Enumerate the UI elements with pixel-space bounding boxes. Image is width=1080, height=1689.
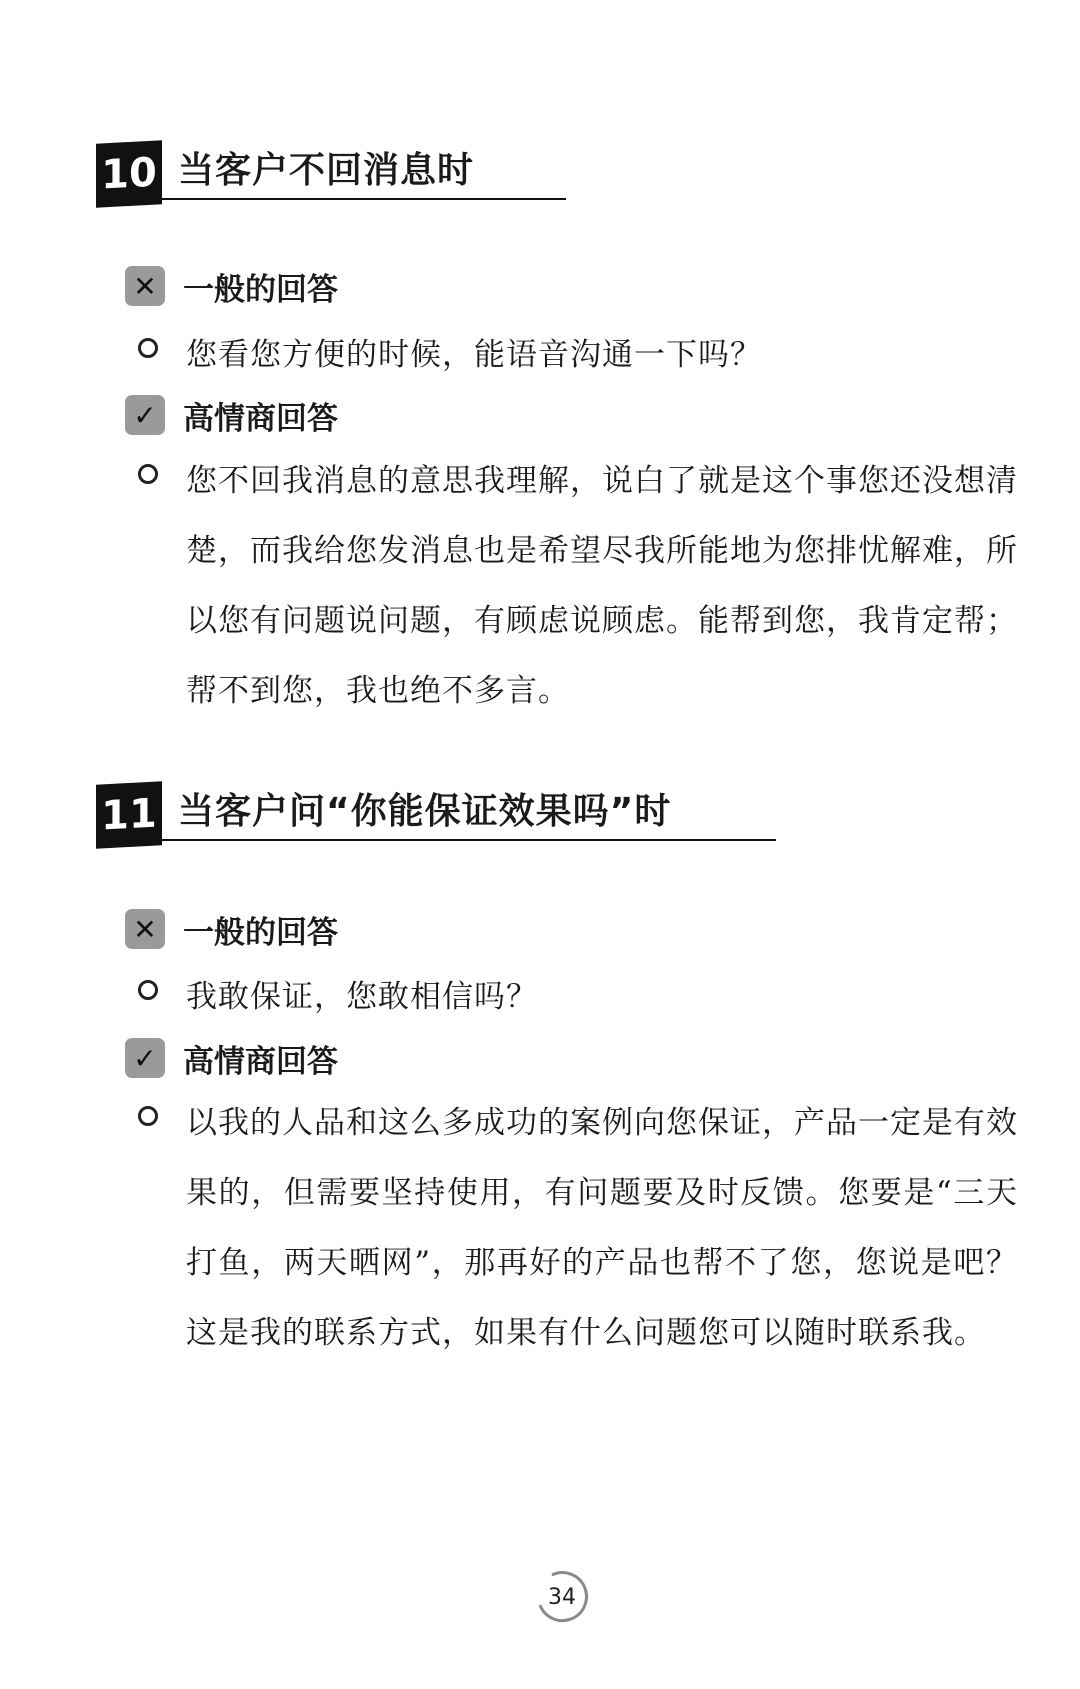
eq-answer-label: 高情商回答 bbox=[183, 1043, 338, 1080]
title-underline bbox=[156, 198, 566, 200]
general-answer-item bbox=[138, 962, 1018, 1032]
section-number-box: 10 bbox=[96, 140, 162, 207]
bullet-icon bbox=[138, 464, 158, 484]
cross-icon: ✕ bbox=[125, 909, 165, 949]
check-icon: ✓ bbox=[125, 1038, 165, 1078]
section-number-box: 11 bbox=[96, 781, 162, 848]
general-answer-text: 我敢保证，您敢相信吗？ bbox=[186, 979, 538, 1015]
general-answer-label: 一般的回答 bbox=[183, 271, 338, 308]
eq-answer-label: 高情商回答 bbox=[183, 400, 338, 437]
bullet-icon bbox=[138, 980, 158, 1000]
title-underline bbox=[156, 839, 776, 841]
section-title: 当客户问“你能保证效果吗”时 bbox=[178, 791, 672, 832]
eq-answer-item bbox=[138, 446, 1018, 726]
general-answer-label: 一般的回答 bbox=[183, 914, 338, 951]
section-title: 当客户不回消息时 bbox=[178, 150, 475, 191]
bullet-icon bbox=[138, 338, 158, 358]
general-answer-label-row bbox=[125, 907, 338, 951]
general-answer-label-row bbox=[125, 264, 338, 308]
eq-answer-text: 以我的人品和这么多成功的案例向您保证，产品一定是有效果的，但需要坚持使用，有问题要及时反馈。您要是“三天打鱼，两天晒网”，那再好的产品也帮不了您，您说是吧？这是我的联系方式，如果有什么问题您可以随时联系我。 bbox=[186, 1105, 1018, 1351]
bullet-icon bbox=[138, 1106, 158, 1126]
eq-answer-item bbox=[138, 1088, 1018, 1368]
eq-answer-text: 您不回我消息的意思我理解，说白了就是这个事您还没想清楚，而我给您发消息也是希望尽我所能地为您排忧解难，所以您有问题说问题，有顾虑说顾虑。能帮到您，我肯定帮；帮不到您，我也绝不多言。 bbox=[186, 463, 1018, 709]
check-icon: ✓ bbox=[125, 395, 165, 435]
page-number: 34 bbox=[548, 1584, 576, 1610]
general-answer-item bbox=[138, 320, 1018, 390]
page-number-badge bbox=[530, 1565, 594, 1629]
eq-answer-label-row bbox=[125, 393, 338, 437]
general-answer-text: 您看您方便的时候，能语音沟通一下吗？ bbox=[186, 337, 762, 373]
eq-answer-label-row bbox=[125, 1036, 338, 1080]
cross-icon: ✕ bbox=[125, 266, 165, 306]
